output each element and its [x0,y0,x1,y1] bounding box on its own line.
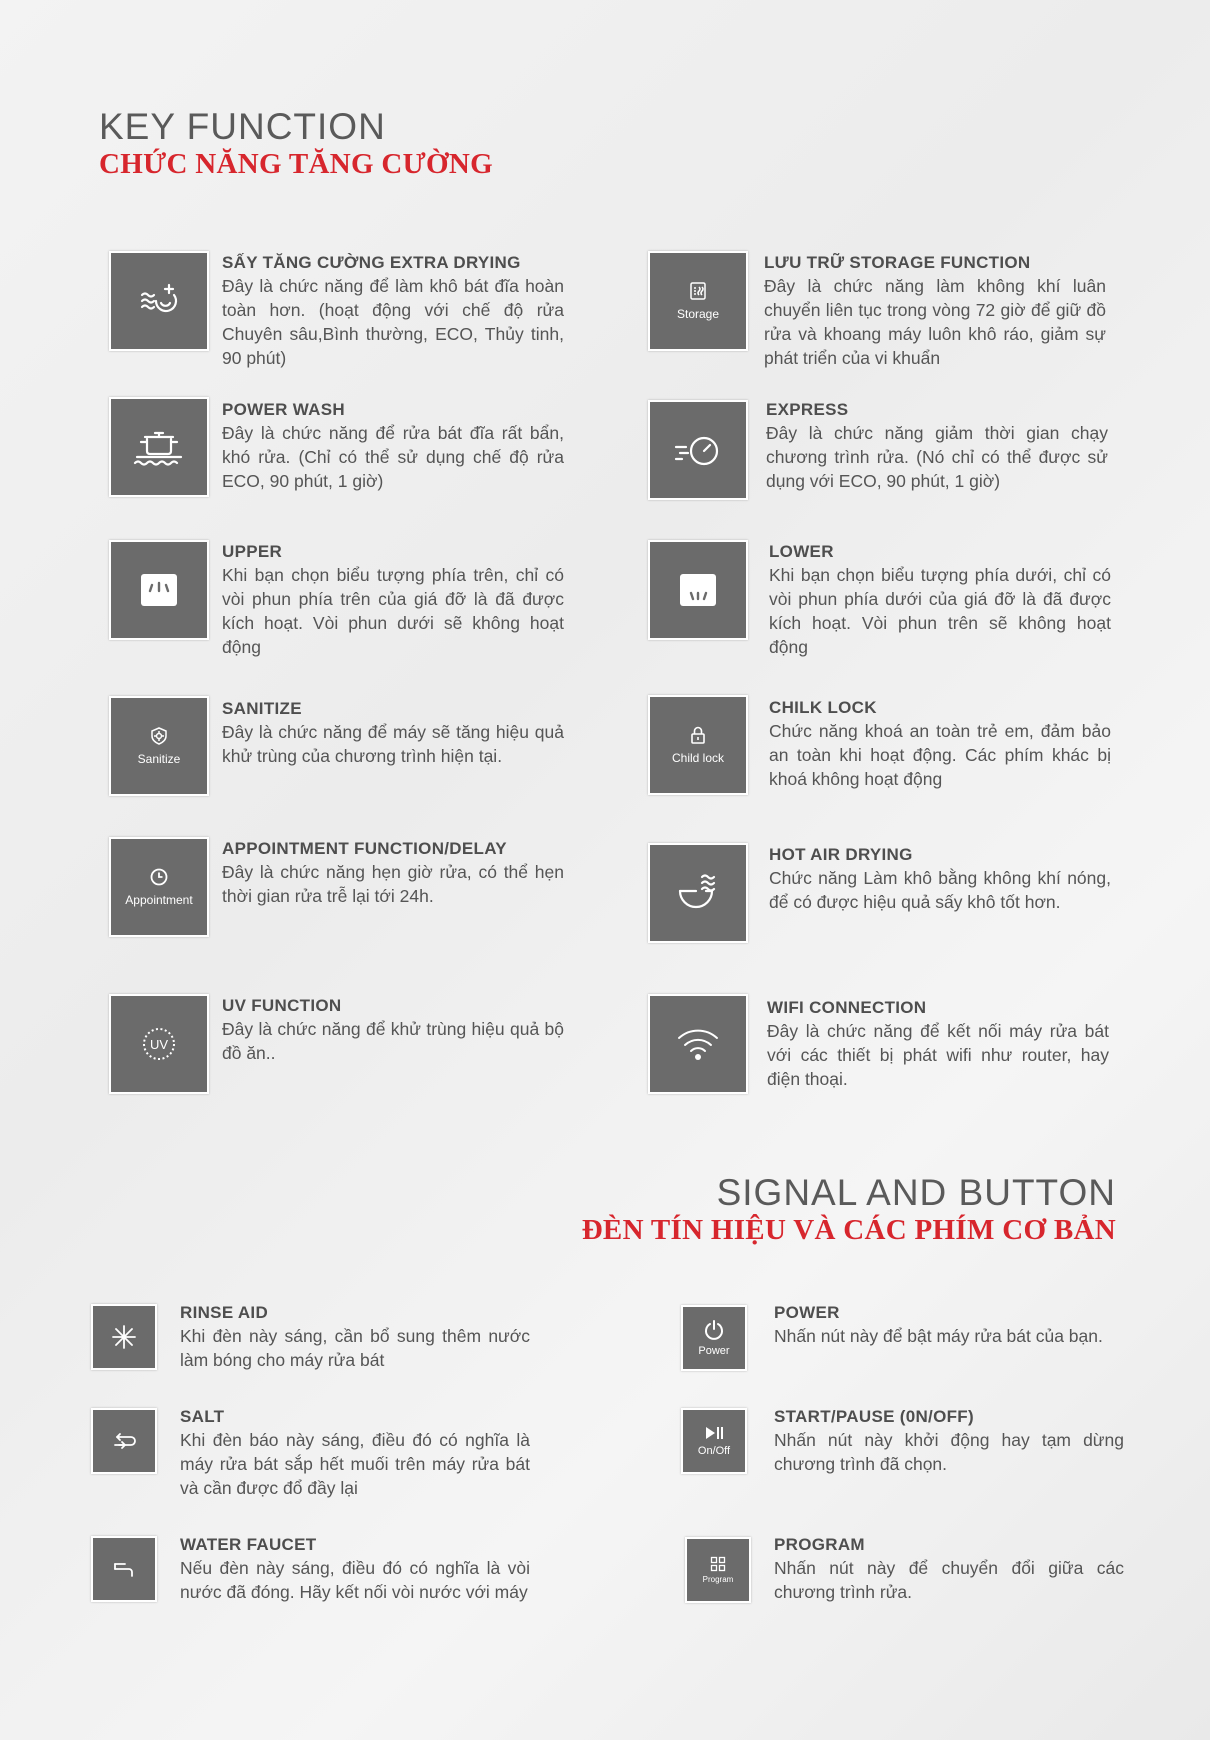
sanitize-icon [149,726,169,746]
feature-heading: SANITIZE [222,699,302,718]
salt-tile [91,1408,157,1474]
express-tile [648,400,748,500]
wifi-icon [676,1026,720,1062]
extra-drying-icon [139,281,179,321]
button-description: Nhấn nút này để chuyển đổi giữa các chương trình rửa. [774,1558,1124,1602]
key-function-title-vi: CHỨC NĂNG TĂNG CƯỜNG [99,148,494,180]
upper-icon [140,573,178,607]
hot-air-drying-icon [676,873,720,913]
program-button-label: Program [702,1575,734,1584]
program-icon [710,1556,726,1572]
feature-heading: WIFI CONNECTION [767,998,927,1017]
feature-heading: CHILK LOCK [769,698,877,717]
signal-button-title-en: SIGNAL AND BUTTON [716,1172,1116,1213]
feature-heading: HOT AIR DRYING [769,845,913,864]
play-pause-icon [704,1425,724,1441]
feature-description: Đây là chức năng để máy sẽ tăng hiệu quả khử trùng của chương trình hiện tại. [222,722,564,766]
feature-description: Đây là chức năng hẹn giờ rửa, có thể hẹn thời gian rửa trễ lại tới 24h. [222,862,564,906]
signal-description: Nếu đèn này sáng, điều đó có nghĩa là vòi nước đã đóng. Hãy kết nối vòi nước với máy [180,1558,530,1602]
signal-heading: SALT [180,1407,225,1426]
feature-heading: EXPRESS [766,400,849,419]
program-button[interactable] [685,1537,751,1603]
feature-heading: LƯU TRỮ STORAGE FUNCTION [764,253,1031,272]
feature-description: Khi bạn chọn biểu tượng phía dưới, chỉ có vòi phun phía dưới của giá đỡ là đã được kích hoạt. Vòi phun trên sẽ không hoạt động [769,565,1111,657]
feature-heading: UPPER [222,542,283,561]
storage-icon [688,281,708,301]
lock-icon [689,725,707,745]
power-button[interactable] [681,1305,747,1371]
storage-tile-label: Storage [676,307,720,321]
feature-description: Chức năng Làm khô bằng không khí nóng, để có được hiệu quả sấy khô tốt hơn. [769,868,1111,912]
feature-description: Đây là chức năng làm không khí luân chuyển liên tục trong vòng 72 giờ để giữ đồ rửa và khoang máy luôn khô ráo, giảm sự phát triển của vi khuẩn [764,276,1106,368]
lower-tile [648,540,748,640]
sanitize-tile [109,696,209,796]
start-pause-button-label: On/Off [697,1445,731,1457]
lower-icon [679,573,717,607]
child-lock-tile-label: Child lock [671,751,725,765]
signal-heading: RINSE AID [180,1303,269,1322]
svg-text:UV: UV [149,1037,169,1052]
upper-tile [109,540,209,640]
appointment-tile-label: Appointment [125,893,193,907]
feature-description: Đây là chức năng để làm khô bát đĩa hoàn toàn hơn. (hoạt động với chế độ rửa Chuyên sâu,Bình thường, ECO, Thủy tinh, 90 phút) [222,276,564,368]
appointment-tile [109,837,209,937]
extra-drying-tile [109,251,209,351]
signal-button-title-vi: ĐÈN TÍN HIỆU VÀ CÁC PHÍM CƠ BẢN [581,1214,1116,1246]
feature-description: Khi bạn chọn biểu tượng phía trên, chỉ có vòi phun phía trên của giá đỡ là đã được kích hoạt. Vòi phun dưới sẽ không hoạt động [222,565,564,657]
signal-heading: WATER FAUCET [180,1535,317,1554]
power-icon [703,1319,725,1341]
feature-description: Chức năng khoá an toàn trẻ em, đảm bảo an toàn khi hoạt động. Các phím khác bị khoá không hoạt động [769,721,1111,789]
button-heading: POWER [774,1303,840,1322]
storage-tile [648,251,748,351]
key-function-title-en: KEY FUNCTION [99,106,386,147]
feature-description: Đây là chức năng để khử trùng hiệu quả bộ đồ ăn.. [222,1019,564,1063]
signal-button-title [582,1173,1116,1247]
button-description: Nhấn nút này khởi động hay tạm dừng chương trình đã chọn. [774,1430,1124,1474]
button-description: Nhấn nút này để bật máy rửa bát của bạn. [774,1326,1103,1346]
feature-description: Đây là chức năng giảm thời gian chạy chương trình rửa. (Nó chỉ có thể được sử dụng với ECO, 90 phút, 1 giờ) [766,423,1108,491]
child-lock-tile [648,695,748,795]
faucet-icon [112,1558,136,1580]
hot-air-drying-tile [648,843,748,943]
feature-heading: LOWER [769,542,834,561]
sanitize-tile-label: Sanitize [137,752,181,766]
feature-description: Đây là chức năng để kết nối máy rửa bát với các thiết bị phát wifi như router, hay điện thoại. [767,1021,1109,1089]
clock-icon [149,867,169,887]
feature-heading: POWER WASH [222,400,345,419]
button-heading: START/PAUSE (0N/OFF) [774,1407,974,1426]
power-button-label: Power [698,1345,730,1357]
express-icon [672,433,724,467]
uv-icon [141,1026,177,1062]
key-function-title [99,107,493,181]
wifi-tile [648,994,748,1094]
button-heading: PROGRAM [774,1535,865,1554]
power-wash-icon [131,427,187,467]
uv-tile [109,994,209,1094]
feature-heading: UV FUNCTION [222,996,342,1015]
rinse-aid-icon [111,1324,137,1350]
feature-heading: APPOINTMENT FUNCTION/DELAY [222,839,507,858]
feature-description: Đây là chức năng để rửa bát đĩa rất bẩn, khó rửa. (Chỉ có thể sử dụng chế độ rửa ECO, 90 phút, 1 giờ) [222,423,564,491]
rinse-aid-tile [91,1304,157,1370]
signal-description: Khi đèn này sáng, cần bổ sung thêm nước làm bóng cho máy rửa bát [180,1326,530,1370]
salt-icon [111,1429,137,1453]
signal-description: Khi đèn báo này sáng, điều đó có nghĩa là máy rửa bát sắp hết muối trên máy rửa bát và cần được đổ đầy lại [180,1430,530,1498]
start-pause-button[interactable] [681,1408,747,1474]
power-wash-tile [109,397,209,497]
water-faucet-tile [91,1536,157,1602]
feature-heading: SẤY TĂNG CƯỜNG EXTRA DRYING [222,253,521,272]
